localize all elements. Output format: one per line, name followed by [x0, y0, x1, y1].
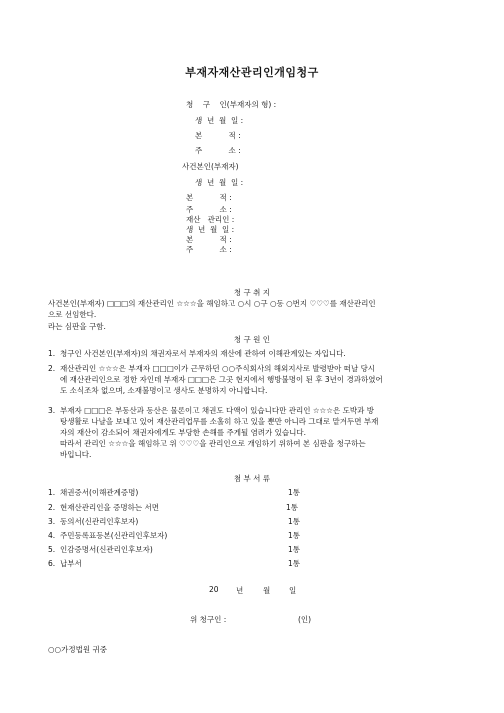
attachment-name: 채권증서(이해관계증명): [60, 488, 139, 497]
purpose-heading: 청 구 취 지: [233, 288, 271, 297]
reason-number: 2.: [48, 364, 56, 373]
purpose-line-2: 으로 선임한다.: [48, 310, 97, 319]
attachment-row: [48, 516, 138, 527]
attachment-number: 5.: [48, 545, 56, 554]
signature-label: 위 청구인 :: [190, 615, 227, 624]
attachment-row: [48, 487, 138, 498]
reason-text: 재산관리인 ☆☆☆은 부재자 □□□이가 근무하던 ○○주식회사의 해외지사로 발령받아 떠날 당시: [60, 364, 376, 373]
attachment-number: 2.: [48, 503, 56, 512]
attachment-name: 동의서(신관리인후보자): [60, 517, 139, 526]
attachment-qty: 1통: [286, 503, 299, 512]
manager-domicile-label: 본 적 :: [186, 235, 232, 244]
attachment-row: [48, 502, 159, 513]
attachment-row: [48, 530, 167, 541]
signature-seal: (인): [298, 615, 312, 624]
reason-number: 3.: [48, 406, 56, 415]
reason-text: 탕생활로 나날을 보내고 있어 재산관리업무를 소홀히 하고 있을 뿐만 아니라 그대로 맡겨두면 부재: [60, 417, 379, 426]
manager-address-label: 주 소 :: [186, 245, 232, 254]
attachment-name: 인감증명서(신관리인후보자): [60, 545, 153, 554]
petitioner-label: 청 구 인(부재자의 형) :: [186, 100, 277, 109]
absentee-birth-label: 생 년 월 일 :: [195, 178, 244, 187]
attachment-name: 현재산관리인을 증명하는 서면: [60, 503, 159, 512]
attachment-row: [48, 544, 153, 555]
absentee-domicile-label: 본 적 :: [186, 193, 232, 202]
attachment-qty: 1통: [288, 531, 301, 540]
attachment-number: 3.: [48, 517, 56, 526]
attachment-number: 6.: [48, 559, 56, 568]
purpose-line-3: 라는 심판을 구함.: [48, 322, 106, 331]
reason-text: 바입니다.: [60, 450, 92, 459]
reason-number: 1.: [48, 349, 56, 358]
reason-item: [48, 363, 478, 396]
petitioner-birth-label: 생 년 월 일 :: [195, 116, 244, 125]
reason-text: 자의 재산이 감소되어 채권자에게도 부당한 손해를 주게될 염려가 있습니다.: [60, 428, 307, 437]
reason-text: 부재자 □□□은 부동산과 동산은 물론이고 채권도 다액이 있습니다만 관리인 ☆☆☆은 도박과 방: [60, 406, 374, 415]
attachment-name: 주민등록표등본(신관리인후보자): [60, 531, 168, 540]
attachment-qty: 1통: [288, 517, 301, 526]
date-year: 20: [209, 585, 219, 594]
reason-text: 에 재산관리인으로 정한 자인데 부재자 □□□은 그곳 현지에서 행방불명이 된 후 3년이 경과하였어: [60, 375, 383, 384]
attachment-number: 4.: [48, 531, 56, 540]
principal-label: 사건본인(부재자): [182, 162, 239, 171]
attachment-qty: 1통: [288, 545, 301, 554]
absentee-address-label: 주 소 :: [186, 205, 232, 214]
attachment-name: 납부서: [60, 559, 82, 568]
date-day-unit: 일: [289, 586, 297, 595]
purpose-line-1: 사건본인(부재자) □□□의 재산관리인 ☆☆☆을 해임하고 ○시 ○구 ○동 ○번지 ♡♡♡를 재산관리인: [48, 299, 376, 308]
date-month-unit: 월: [263, 586, 271, 595]
petitioner-domicile-label: 본 적 :: [195, 131, 241, 140]
reason-text: 따라서 관리인 ☆☆☆을 해임하고 위 ♡♡♡을 관리인으로 개임하기 위하여 본 심판을 청구하는: [60, 439, 366, 448]
document-title: 부재자재산관리인개임청구: [185, 66, 319, 79]
reason-text: 청구인 사건본인(부재자)의 채권자로서 부재자의 재산에 관하여 이해관계있는 자입니다.: [60, 349, 346, 358]
date-year-unit: 년: [236, 586, 244, 595]
attachment-qty: 1통: [288, 488, 301, 497]
attachments-heading: 첨 부 서 류: [233, 474, 271, 483]
reason-text: 도 소식조차 없으며, 소재불명이고 생사도 분명하지 아니합니다.: [60, 386, 268, 395]
manager-label: 재산 관리인 :: [186, 215, 235, 224]
attachment-number: 1.: [48, 488, 56, 497]
attachment-qty: 1통: [288, 559, 301, 568]
reason-item: [48, 348, 468, 359]
reasons-heading: 청 구 원 인: [233, 335, 271, 344]
reason-item: [48, 405, 478, 460]
attachment-row: [48, 558, 82, 569]
court-name: ○○가정법원 귀중: [48, 645, 107, 654]
petitioner-address-label: 주 소 :: [195, 146, 241, 155]
manager-birth-label: 생 년 월 일 :: [186, 225, 235, 234]
